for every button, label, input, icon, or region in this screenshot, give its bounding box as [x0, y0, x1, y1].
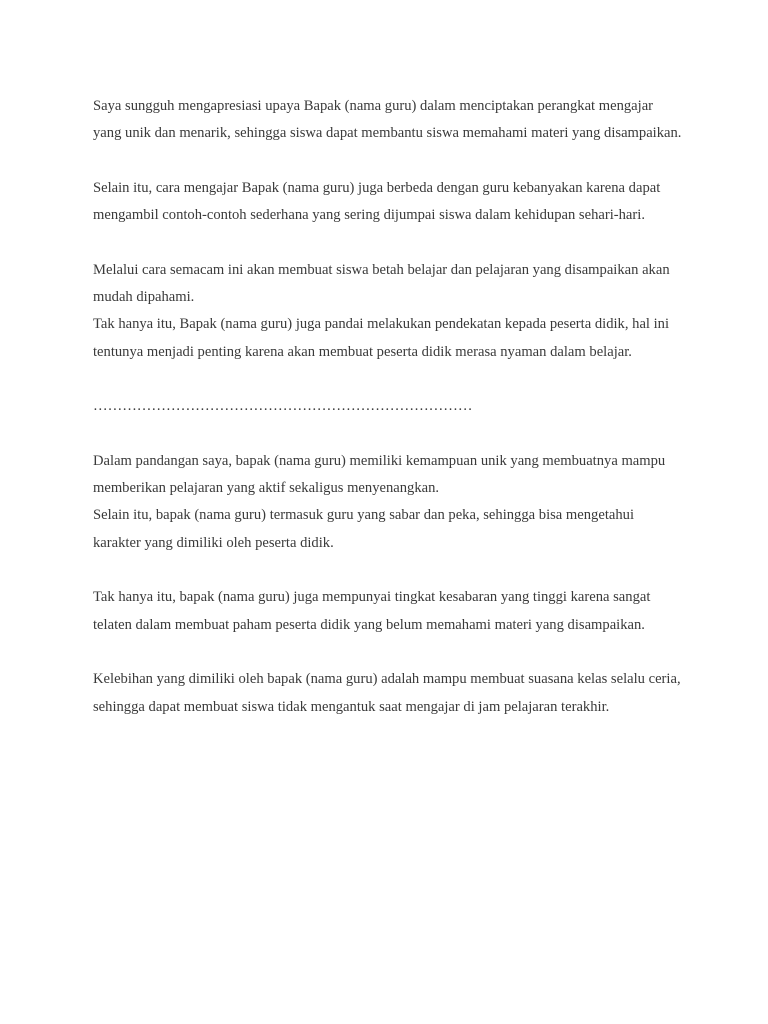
paragraph-teaching-style: Selain itu, cara mengajar Bapak (nama guru) juga berbeda dengan guru kebanyakan karena dapat mengambil contoh-contoh sederhana yang sering dijumpai siswa dalam kehidupan sehari-hari. — [93, 179, 661, 224]
dotted-separator: …………………………………………………………………… — [93, 398, 473, 415]
paragraph-patience: Selain itu, bapak (nama guru) termasuk guru yang sabar dan peka, sehingga bisa mengetahui karakter yang dimiliki oleh peserta didik. — [93, 507, 635, 551]
paragraph-appreciation: Saya sungguh mengapresiasi upaya Bapak (nama guru) dalam menciptakan perangkat mengajar yang unik dan menarik, sehingga siswa dapat membantu siswa memahami materi yang disampaikan. — [93, 98, 682, 142]
paragraph-view: Dalam pandangan saya, bapak (nama guru) memiliki kemampuan unik yang membuatnya mampu memberikan pelajaran yang aktif sekaligus menyenangkan. — [93, 452, 666, 497]
paragraph-advantage: Kelebihan yang dimiliki oleh bapak (nama guru) adalah mampu membuat suasana kelas selalu ceria, sehingga dapat membuat siswa tidak mengantuk saat mengajar di jam pelajaran terakhir. — [93, 671, 681, 715]
paragraph-diligence: Tak hanya itu, bapak (nama guru) juga mempunyai tingkat kesabaran yang tinggi karena sangat telaten dalam membuat paham peserta didik yang belum memahami materi yang disampaikan. — [93, 589, 651, 633]
paragraph-approach: Tak hanya itu, Bapak (nama guru) juga pandai melakukan pendekatan kepada peserta didik, hal ini tentunya menjadi penting karena akan membuat peserta didik merasa nyaman dalam belajar. — [93, 316, 670, 360]
paragraph-method: Melalui cara semacam ini akan membuat siswa betah belajar dan pelajaran yang disampaikan akan mudah dipahami. — [93, 261, 670, 306]
document-body — [93, 93, 683, 748]
